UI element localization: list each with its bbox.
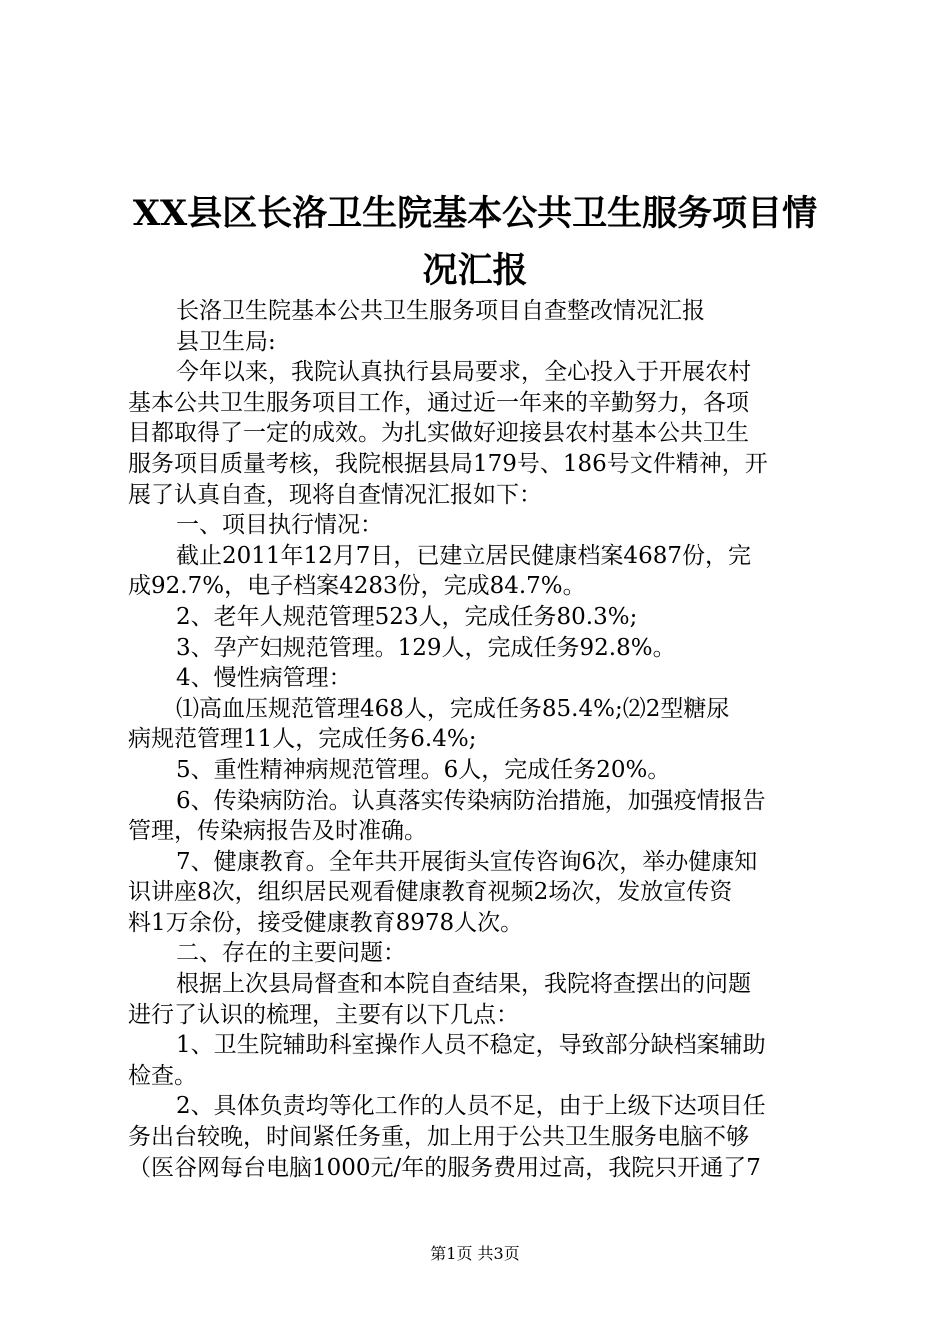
body-line: 一、项目执行情况： bbox=[176, 512, 383, 539]
body-line: 2、具体负责均等化工作的人员不足，由于上级下达项目任 bbox=[176, 1093, 766, 1120]
document-body bbox=[128, 296, 838, 1183]
body-line: 5、重性精神病规范管理。6人，完成任务20%。 bbox=[176, 756, 671, 783]
page-footer: 第1页 共3页 bbox=[430, 1244, 520, 1263]
body-line: 6、传染病防治。认真落实传染病防治措施，加强疫情报告 bbox=[176, 787, 766, 814]
body-line: 根据上次县局督查和本院自查结果，我院将查摆出的问题 bbox=[176, 971, 751, 998]
body-line: 3、孕产妇规范管理。129人，完成任务92.8%。 bbox=[176, 634, 676, 661]
body-line: 今年以来，我院认真执行县局要求，全心投入于开展农村 bbox=[176, 359, 751, 386]
body-line: 长洛卫生院基本公共卫生服务项目自查整改情况汇报 bbox=[176, 298, 705, 324]
body-line: 务出台较晚，时间紧任务重，加上用于公共卫生服务电脑不够 bbox=[128, 1124, 749, 1151]
body-line: 料1万余份，接受健康教育8978人次。 bbox=[128, 909, 524, 936]
body-line: 服务项目质量考核，我院根据县局179号、186号文件精神，开 bbox=[128, 450, 768, 477]
body-line: 病规范管理11人，完成任务6.4%; bbox=[128, 726, 477, 753]
body-line: 1、卫生院辅助科室操作人员不稳定，导致部分缺档案辅助 bbox=[176, 1032, 766, 1059]
body-line: 检查。 bbox=[128, 1062, 197, 1089]
body-line: 4、慢性病管理： bbox=[176, 665, 352, 692]
body-line: 基本公共卫生服务项目工作，通过近一年来的辛勤努力，各项 bbox=[128, 389, 749, 416]
body-line: 目都取得了一定的成效。为扎实做好迎接县农村基本公共卫生 bbox=[128, 420, 749, 447]
body-line: 2、老年人规范管理523人，完成任务80.3%; bbox=[176, 603, 638, 630]
body-line: 管理，传染病报告及时准确。 bbox=[128, 818, 427, 845]
document-title-line-1: XX县区长洛卫生院基本公共卫生服务项目情 bbox=[132, 193, 818, 234]
body-line: 进行了认识的梳理，主要有以下几点： bbox=[128, 1001, 519, 1028]
body-line: （医谷网每台电脑1000元/年的服务费用过高，我院只开通了7 bbox=[128, 1154, 761, 1181]
body-line: ⑴高血压规范管理468人，完成任务85.4%;⑵2型糖尿 bbox=[176, 695, 730, 722]
document-title-line-2: 况汇报 bbox=[422, 250, 528, 291]
body-line: 7、健康教育。全年共开展街头宣传咨询6次，举办健康知 bbox=[176, 848, 758, 875]
body-line: 展了认真自查，现将自查情况汇报如下： bbox=[128, 481, 542, 508]
body-line: 成92.7%，电子档案4283份，完成84.7%。 bbox=[128, 573, 586, 600]
body-line: 识讲座8次，组织居民观看健康教育视频2场次，发放宣传资 bbox=[128, 879, 733, 906]
body-line: 二、存在的主要问题： bbox=[176, 940, 406, 967]
body-line: 县卫生局: bbox=[176, 328, 276, 355]
body-line: 截止2011年12月7日，已建立居民健康档案4687份，完 bbox=[176, 542, 751, 569]
